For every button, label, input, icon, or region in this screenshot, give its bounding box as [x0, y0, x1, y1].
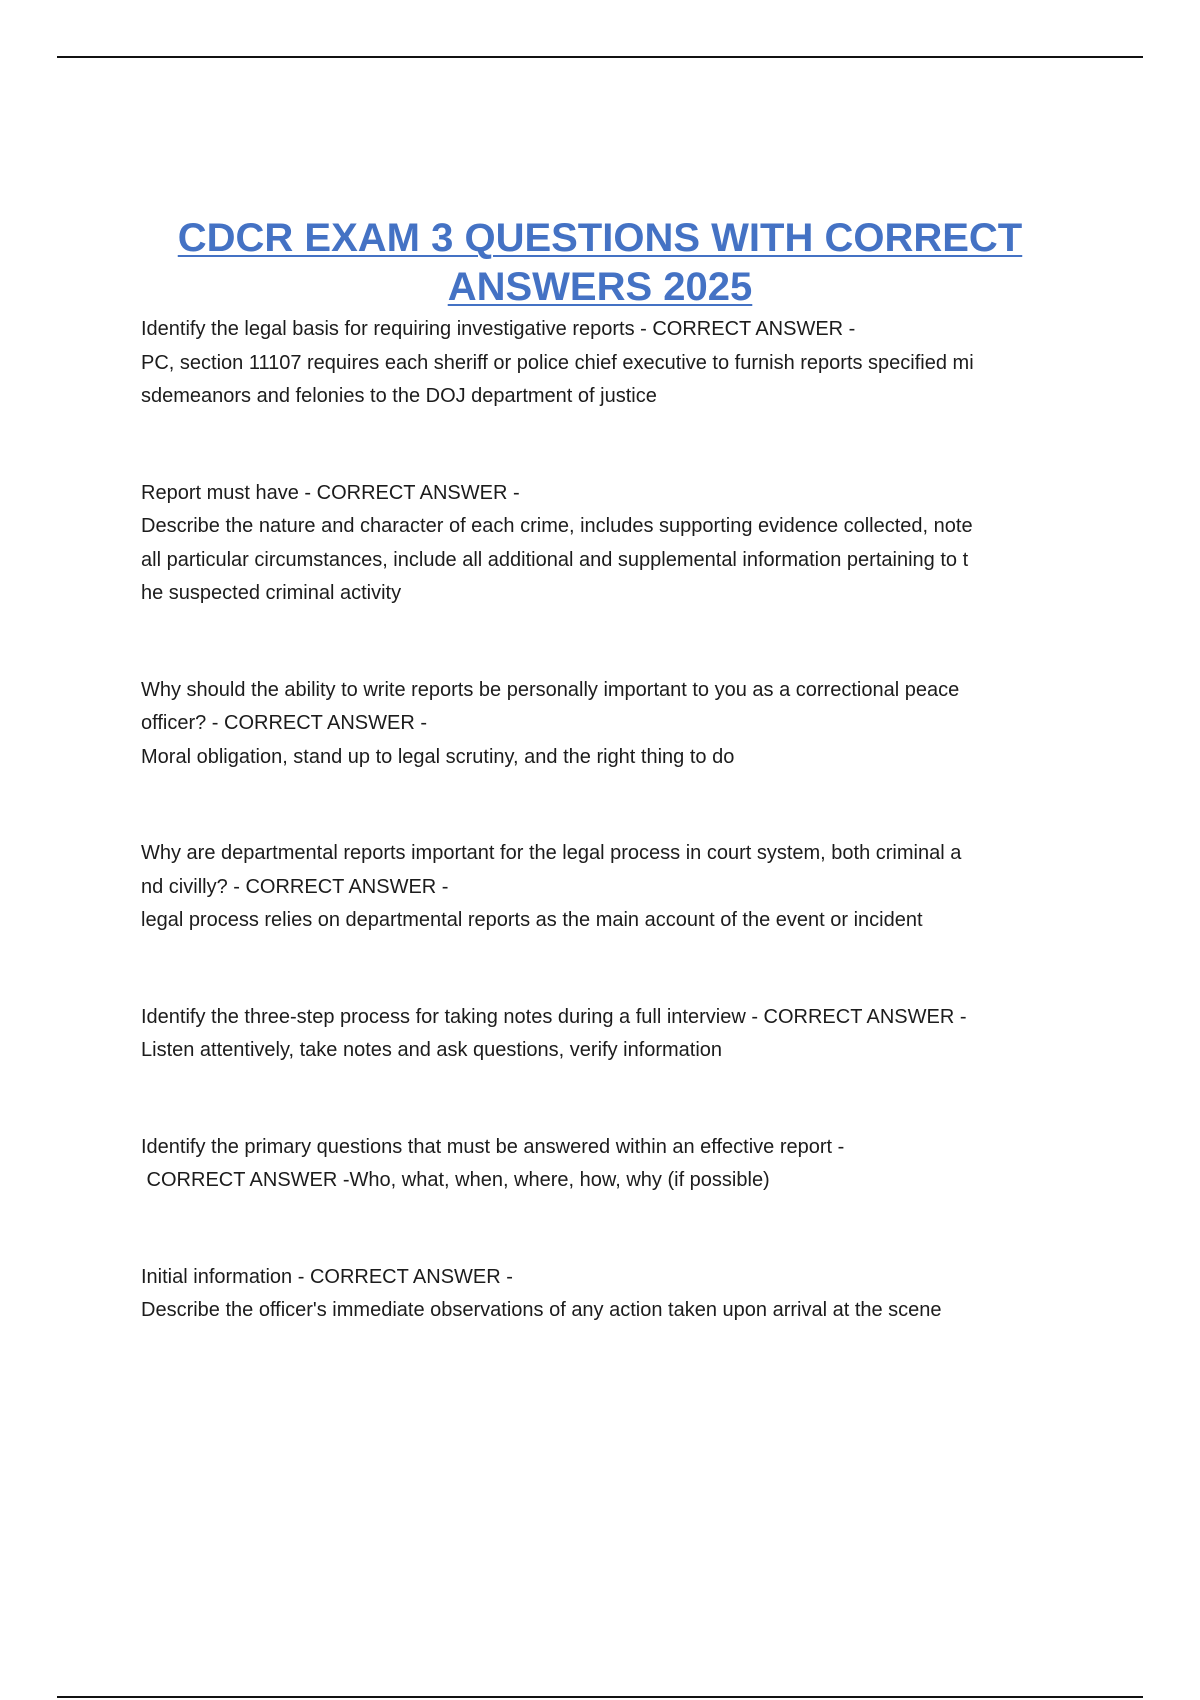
answer-line: all particular circumstances, include all additional and supplemental information pertaining to t — [141, 548, 969, 571]
question-line: Identify the primary questions that must be answered within an effective report - — [141, 1135, 845, 1158]
question-line: Initial information - CORRECT ANSWER - — [141, 1265, 513, 1288]
qa-entry — [141, 477, 1061, 611]
title-line-2: ANSWERS 2025 — [447, 265, 753, 309]
top-rule — [57, 56, 1143, 58]
qa-entry — [141, 1131, 1061, 1198]
answer-line: sdemeanors and felonies to the DOJ department of justice — [141, 385, 657, 407]
bottom-rule — [57, 1696, 1143, 1698]
answer-line: PC, section 11107 requires each sheriff or police chief executive to furnish reports specified mi — [141, 351, 974, 374]
question-line: Identify the legal basis for requiring investigative reports - CORRECT ANSWER - — [141, 318, 856, 340]
entry-spacer — [141, 938, 1061, 1001]
document-title — [130, 214, 1070, 312]
answer-line: Listen attentively, take notes and ask questions, verify information — [141, 1039, 723, 1061]
entry-spacer — [141, 611, 1061, 674]
question-line: Why are departmental reports important for the legal process in court system, both criminal a — [141, 842, 962, 864]
qa-entry — [141, 313, 1061, 414]
qa-list — [141, 313, 1061, 1328]
answer-line: CORRECT ANSWER -Who, what, when, where, how, why (if possible) — [141, 1169, 770, 1191]
question-line: Why should the ability to write reports be personally important to you as a correctional peace — [141, 678, 960, 701]
qa-entry — [141, 1261, 1061, 1328]
question-line: officer? - CORRECT ANSWER - — [141, 712, 427, 734]
question-line: Identify the three-step process for taking notes during a full interview - CORRECT ANSWER - — [141, 1005, 967, 1028]
answer-line: legal process relies on departmental reports as the main account of the event or incident — [141, 909, 923, 931]
qa-entry — [141, 674, 1061, 775]
answer-line: Describe the nature and character of each crime, includes supporting evidence collected, note — [141, 515, 973, 537]
answer-line: he suspected criminal activity — [141, 582, 402, 604]
qa-entry — [141, 1001, 1061, 1068]
question-line: nd civilly? - CORRECT ANSWER - — [141, 875, 449, 898]
entry-spacer — [141, 1198, 1061, 1261]
entry-spacer — [141, 414, 1061, 477]
entry-spacer — [141, 774, 1061, 837]
answer-line: Moral obligation, stand up to legal scrutiny, and the right thing to do — [141, 745, 735, 768]
question-line: Report must have - CORRECT ANSWER - — [141, 481, 520, 504]
qa-entry — [141, 837, 1061, 938]
entry-spacer — [141, 1068, 1061, 1131]
answer-line: Describe the officer's immediate observations of any action taken upon arrival at the scene — [141, 1299, 942, 1321]
title-line-1: CDCR EXAM 3 QUESTIONS WITH CORRECT — [177, 216, 1023, 260]
